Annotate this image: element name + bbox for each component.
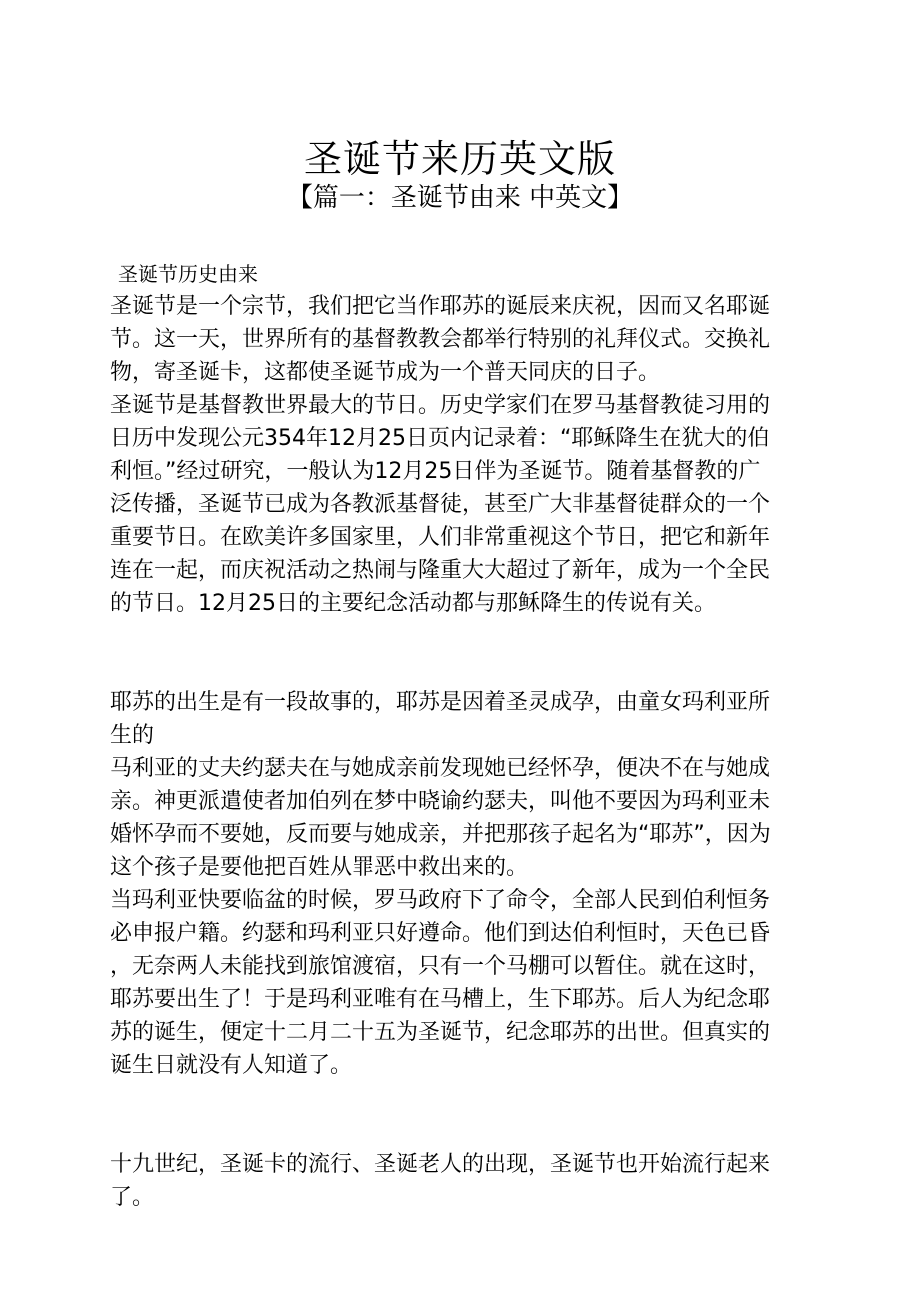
paragraph-5: 当玛利亚快要临盆的时候，罗马政府下了命令，全部人民到伯利恒务 必申报户籍。约瑟和玛利亚只好遵命。他们到达伯利恒时，天色已昏 ，无奈两人未能找到旅馆渡宿，只有一个马棚可以暂住。就在这时， 耶苏要出生了！于是玛利亚唯有在马槽上，生下耶苏。后人为纪念耶 苏的诞生，便定十二月二十五为圣诞节，纪念耶苏的出世。但真实的 诞生日就没有人知道了。 [110,888,771,1078]
paragraph-spacer [110,1082,810,1115]
paragraph-spacer [110,653,810,686]
section-heading: 圣诞节历史由来 [118,262,258,286]
paragraph-4: 马利亚的丈夫约瑟夫在与她成亲前发现她已经怀孕，便决不在与她成 亲。神更派遣使者加伯列在梦中晓谕约瑟夫，叫他不要因为玛利亚未 婚怀孕而不要她，反而要与她成亲，并把那孩子起名为“耶苏”，因为 这个孩子是要他把百姓从罪恶中救出来的。 [110,756,771,880]
document-body [110,258,810,1214]
paragraph-3: 耶苏的出生是有一段故事的，耶苏是因着圣灵成孕，由童女玛利亚所 生的 [110,690,771,748]
document-subtitle: 【篇一：圣诞节由来 中英文】 [286,183,634,213]
paragraph-2: 圣诞节是基督教世界最大的节日。历史学家们在罗马基督教徒习用的 日历中发现公元354年12月25日页内记录着：“耶稣降生在犹大的伯 利恒。”经过研究，一般认为12月25日伴为圣诞节。随着基督教的广 泛传播，圣诞节已成为各教派基督徒，甚至广大非基督徒群众的一个 重要节日。在欧美许多国家里，人们非常重视这个节日，把它和新年 连在一起，而庆祝活动之热闹与隆重大大超过了新年，成为一个全民 的节日。12月25日的主要纪念活动都与那稣降生的传说有关。 [110,393,771,616]
paragraph-spacer [110,620,810,653]
paragraph-6: 十九世纪，圣诞卡的流行、圣诞老人的出现，圣诞节也开始流行起来 了。 [110,1152,771,1210]
paragraph-spacer [110,1115,810,1148]
paragraph-1: 圣诞节是一个宗节，我们把它当作耶苏的诞辰来庆祝，因而又名耶诞 节。这一天，世界所有的基督教教会都举行特别的礼拜仪式。交换礼 物，寄圣诞卡，这都使圣诞节成为一个普天同庆的日子。 [110,294,771,385]
document-title: 圣诞节来历英文版 [303,137,616,182]
